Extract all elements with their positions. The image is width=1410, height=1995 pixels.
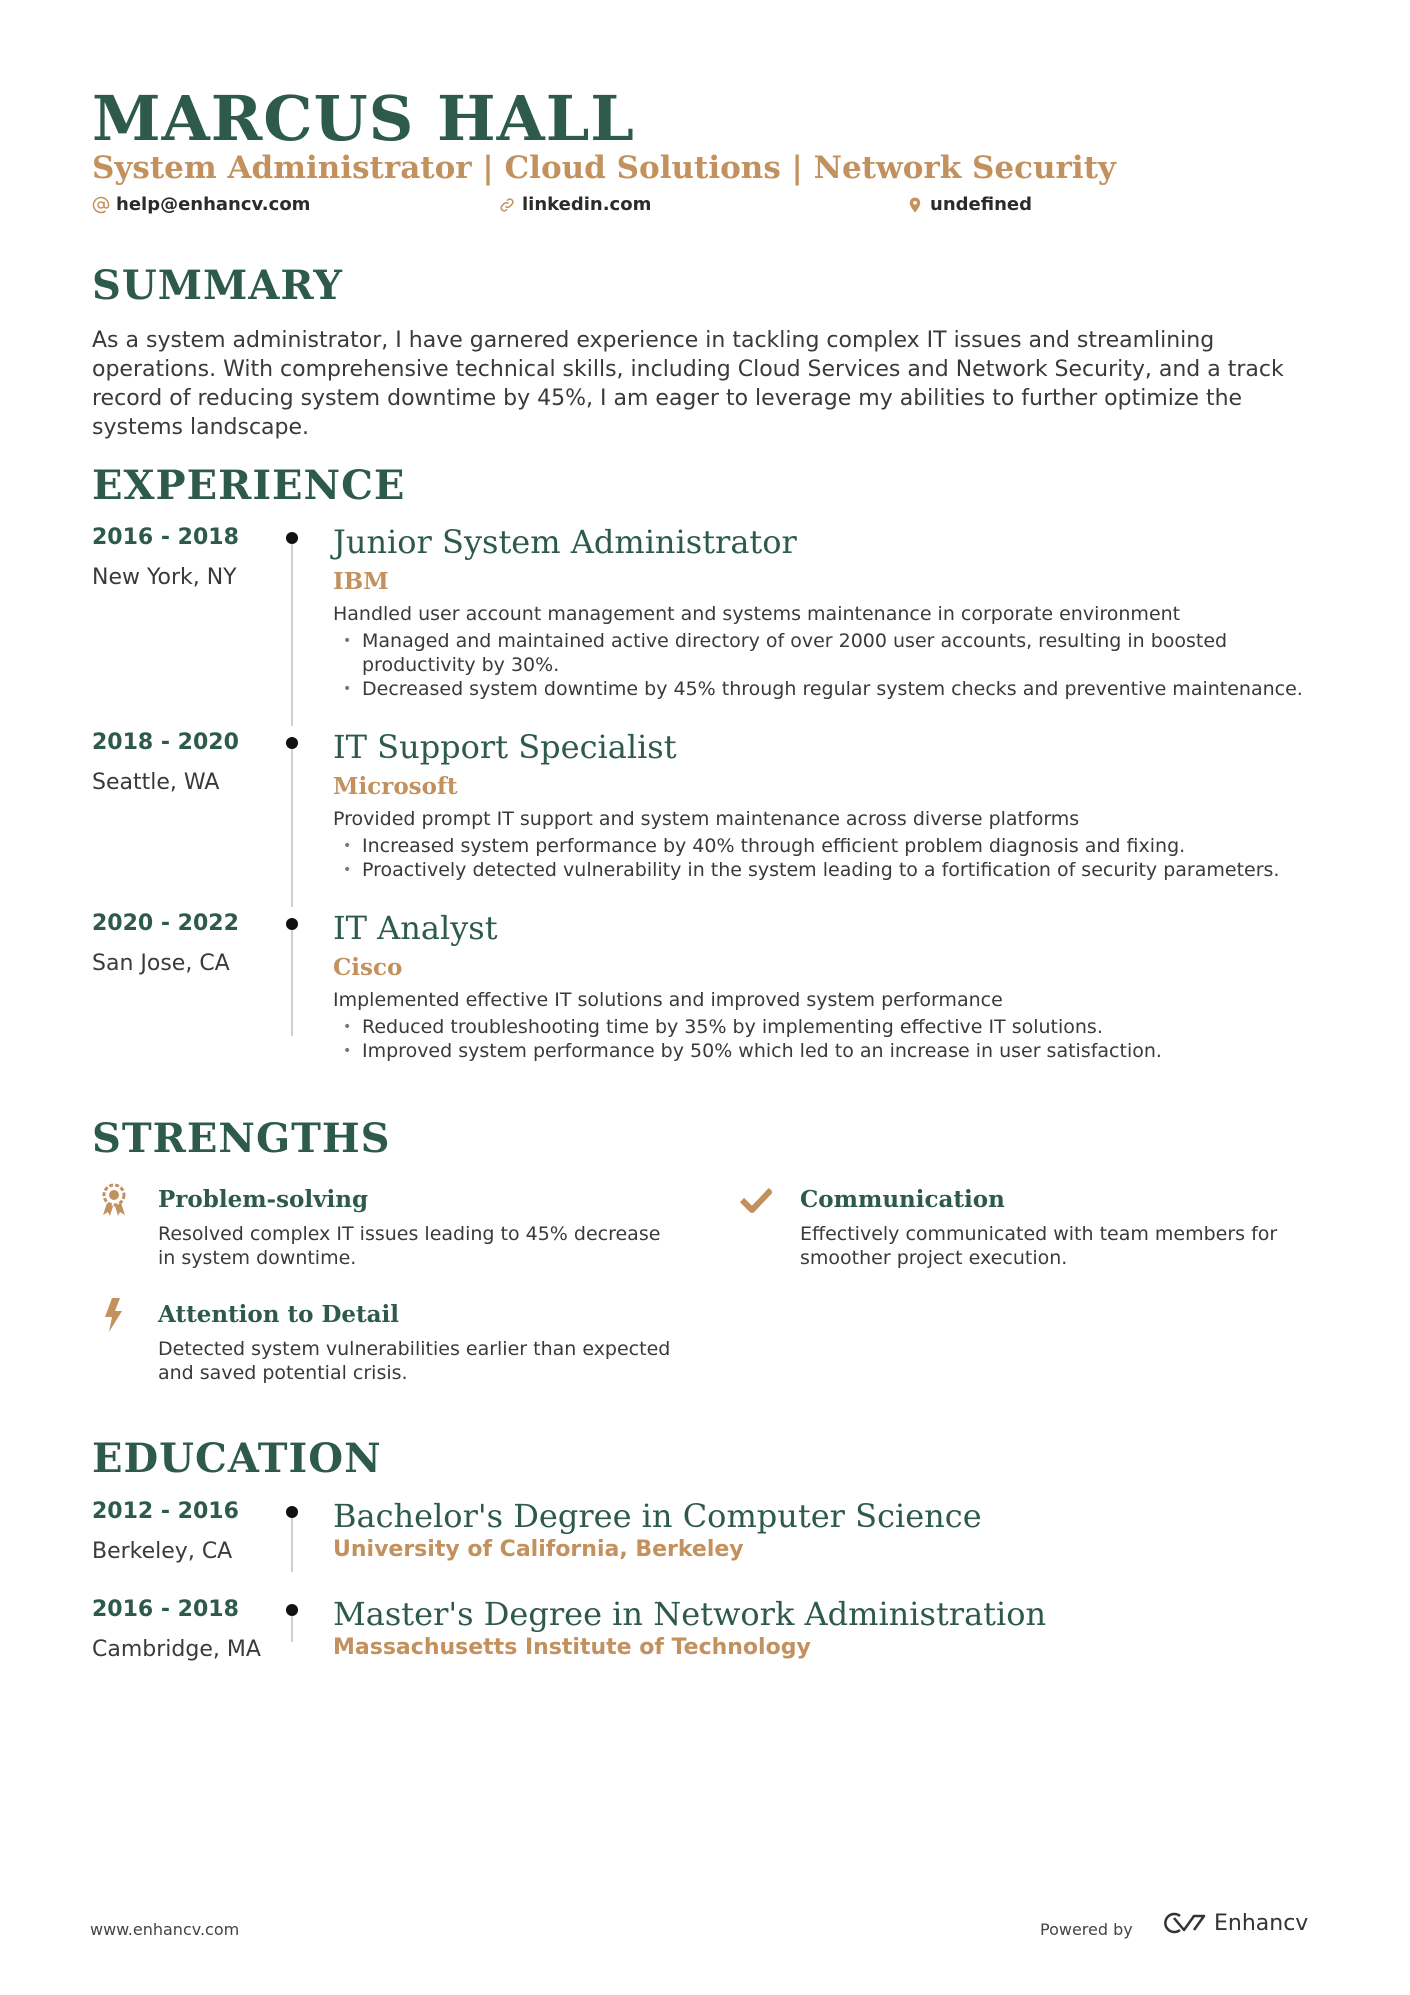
contact-linkedin-text: linkedin.com: [522, 194, 652, 215]
headline-tagline: System Administrator | Cloud Solutions | Network Security: [92, 150, 1116, 186]
experience-dates: 2016 - 2018: [92, 525, 239, 550]
lightning-bolt-icon: [98, 1297, 130, 1333]
experience-meta: [92, 729, 282, 797]
experience-bullets: [333, 834, 1333, 882]
experience-bullet: • Decreased system downtime by 45% through regular system checks and preventive maintenance.: [333, 677, 1333, 701]
education-school: University of California, Berkeley: [333, 1537, 744, 1562]
footer-website-link[interactable]: www.enhancv.com: [90, 1920, 240, 1939]
experience-bullet: • Improved system performance by 50% which led to an increase in user satisfaction.: [333, 1039, 1333, 1063]
experience-bullet: • Proactively detected vulnerability in the system leading to a fortification of security parameters.: [333, 858, 1333, 882]
education-entry: [333, 1594, 1333, 1662]
experience-location: Seattle, WA: [92, 770, 220, 795]
brand-name: Enhancv: [1214, 1910, 1309, 1936]
experience-meta: [92, 910, 282, 978]
timeline-dot: [286, 737, 298, 749]
education-location: Berkeley, CA: [92, 1539, 233, 1564]
experience-meta: [92, 524, 282, 592]
experience-dates: 2018 - 2020: [92, 730, 239, 755]
education-location: Cambridge, MA: [92, 1637, 261, 1662]
experience-bullets: [333, 629, 1333, 701]
experience-description: Handled user account management and systems maintenance in corporate environment: [333, 603, 1181, 625]
experience-entry: [333, 727, 1333, 882]
powered-by-label: Powered by: [1040, 1920, 1133, 1939]
experience-location: San Jose, CA: [92, 951, 230, 976]
experience-location: New York, NY: [92, 565, 237, 590]
timeline-line: [291, 1518, 293, 1572]
experience-entry: [333, 908, 1333, 1063]
contact-location-text: undefined: [930, 194, 1032, 215]
education-meta: [92, 1498, 282, 1566]
experience-bullet: • Reduced troubleshooting time by 35% by implementing effective IT solutions.: [333, 1015, 1333, 1039]
timeline-dot: [286, 1604, 298, 1616]
strength-description: Resolved complex IT issues leading to 45% decrease in system downtime.: [158, 1223, 661, 1269]
experience-company: IBM: [333, 568, 389, 595]
contact-linkedin[interactable]: [498, 194, 651, 215]
summary-text: As a system administrator, I have garnered experience in tackling complex IT issues and streamlining operations. With comprehensive technical skills, including Cloud Services and Network Security, and a track record of reducing system downtime by 45%, I am eager to leverage my abilities to further optimize the systems landscape.: [92, 328, 1284, 440]
summary-heading: SUMMARY: [92, 262, 343, 309]
experience-company: Cisco: [333, 954, 403, 981]
timeline-line: [291, 930, 293, 1036]
checkmark-icon: [740, 1182, 772, 1218]
contact-location: [906, 194, 1032, 215]
education-meta: [92, 1596, 282, 1664]
timeline-line: [291, 544, 293, 726]
contact-email[interactable]: [92, 194, 310, 215]
experience-description: Provided prompt IT support and system maintenance across diverse platforms: [333, 808, 1080, 830]
education-dates: 2016 - 2018: [92, 1597, 239, 1622]
location-pin-icon: [906, 196, 924, 214]
enhancv-brand[interactable]: [1160, 1910, 1308, 1936]
enhancv-logo-icon: [1160, 1910, 1208, 1936]
strength-title: Problem-solving: [158, 1186, 369, 1213]
experience-bullet: • Managed and maintained active directory of over 2000 user accounts, resulting in boosted productivity by 30%.: [333, 629, 1333, 677]
experience-role: IT Analyst: [333, 909, 498, 947]
education-entry: [333, 1496, 1333, 1564]
experience-dates: 2020 - 2022: [92, 911, 239, 936]
experience-role: Junior System Administrator: [333, 523, 797, 561]
timeline-line: [291, 1616, 293, 1642]
timeline-dot: [286, 918, 298, 930]
experience-bullet: • Increased system performance by 40% through efficient problem diagnosis and fixing.: [333, 834, 1333, 858]
contact-bar: [92, 194, 1092, 220]
education-degree: Bachelor's Degree in Computer Science: [333, 1497, 982, 1535]
at-icon: [92, 196, 110, 214]
timeline-dot: [286, 532, 298, 544]
strength-description: Effectively communicated with team members for smoother project execution.: [800, 1223, 1278, 1269]
experience-role: IT Support Specialist: [333, 728, 677, 766]
experience-heading: EXPERIENCE: [92, 462, 406, 509]
link-icon: [498, 196, 516, 214]
education-dates: 2012 - 2016: [92, 1499, 239, 1524]
education-degree: Master's Degree in Network Administration: [333, 1595, 1047, 1633]
timeline-dot: [286, 1506, 298, 1518]
experience-description: Implemented effective IT solutions and improved system performance: [333, 989, 1003, 1011]
experience-bullets: [333, 1015, 1333, 1063]
education-school: Massachusetts Institute of Technology: [333, 1635, 811, 1660]
candidate-name: MARCUS HALL: [92, 82, 635, 155]
award-ribbon-icon: [98, 1182, 130, 1218]
timeline-line: [291, 749, 293, 907]
experience-company: Microsoft: [333, 773, 458, 800]
contact-email-text: help@enhancv.com: [116, 194, 311, 215]
strengths-heading: STRENGTHS: [92, 1115, 391, 1162]
strength-title: Attention to Detail: [158, 1301, 400, 1328]
education-heading: EDUCATION: [92, 1435, 382, 1482]
strength-description: Detected system vulnerabilities earlier than expected and saved potential crisis.: [158, 1338, 671, 1384]
experience-entry: [333, 522, 1333, 701]
strength-title: Communication: [800, 1186, 1005, 1213]
